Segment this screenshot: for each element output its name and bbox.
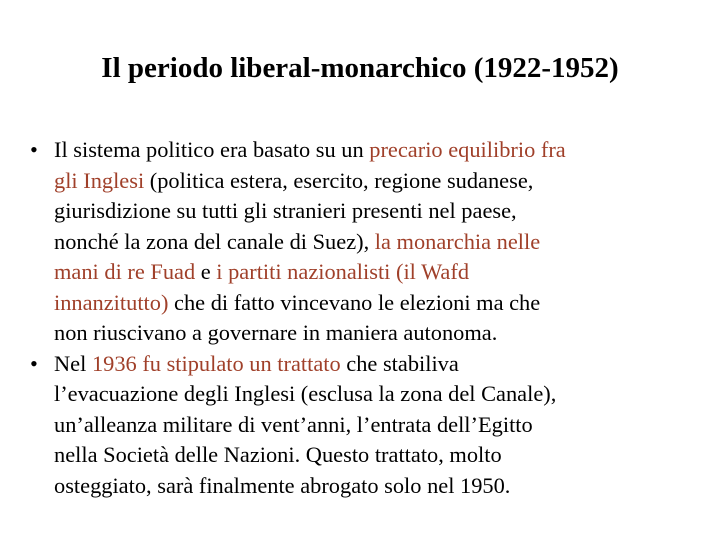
text-run: nonché la zona del canale di Suez), xyxy=(54,228,375,254)
text-line: non riuscivano a governare in maniera autonoma. xyxy=(54,320,498,345)
text-line xyxy=(54,227,710,258)
bullet-list xyxy=(30,135,710,501)
text-run: e xyxy=(195,259,217,284)
bullet-item-treaty-1936 xyxy=(30,349,710,502)
highlighted-text: i partiti nazionalisti (il Wafd xyxy=(216,259,470,284)
text-line: l’evacuazione degli Inglesi (esclusa la zona del Canale), xyxy=(54,381,557,406)
highlighted-text: innanzitutto) xyxy=(54,289,169,315)
bullet-marker: • xyxy=(30,137,38,162)
text-line xyxy=(54,135,710,166)
highlighted-text: la monarchia nelle xyxy=(374,228,541,254)
highlighted-text: mani di re Fuad xyxy=(54,259,196,284)
text-run: che stabiliva xyxy=(340,350,459,376)
bullet-marker: • xyxy=(30,350,38,376)
text-line: nella Società delle Nazioni. Questo trattato, molto xyxy=(54,442,502,467)
highlighted-text: precario equilibrio fra xyxy=(369,137,566,162)
text-line xyxy=(54,257,710,288)
text-run: che di fatto vincevano le elezioni ma che xyxy=(168,289,541,315)
bullet-item-political-system xyxy=(30,135,710,349)
text-line xyxy=(54,288,710,319)
text-line: giurisdizione su tutti gli stranieri presenti nel paese, xyxy=(54,198,517,223)
text-run: Nel xyxy=(54,350,92,376)
highlighted-text: 1936 fu stipulato un trattato xyxy=(91,350,341,376)
text-run: (politica estera, esercito, regione sudanese, xyxy=(144,167,534,193)
text-line xyxy=(54,349,710,380)
slide-title: Il periodo liberal-monarchico (1922-1952) xyxy=(101,52,619,84)
highlighted-text: gli Inglesi xyxy=(54,167,145,193)
text-run: Il sistema politico era basato su un xyxy=(54,137,370,162)
text-line: un’alleanza militare di vent’anni, l’entrata dell’Egitto xyxy=(54,411,533,437)
text-line xyxy=(54,166,710,197)
text-line: osteggiato, sarà finalmente abrogato solo nel 1950. xyxy=(54,472,511,498)
